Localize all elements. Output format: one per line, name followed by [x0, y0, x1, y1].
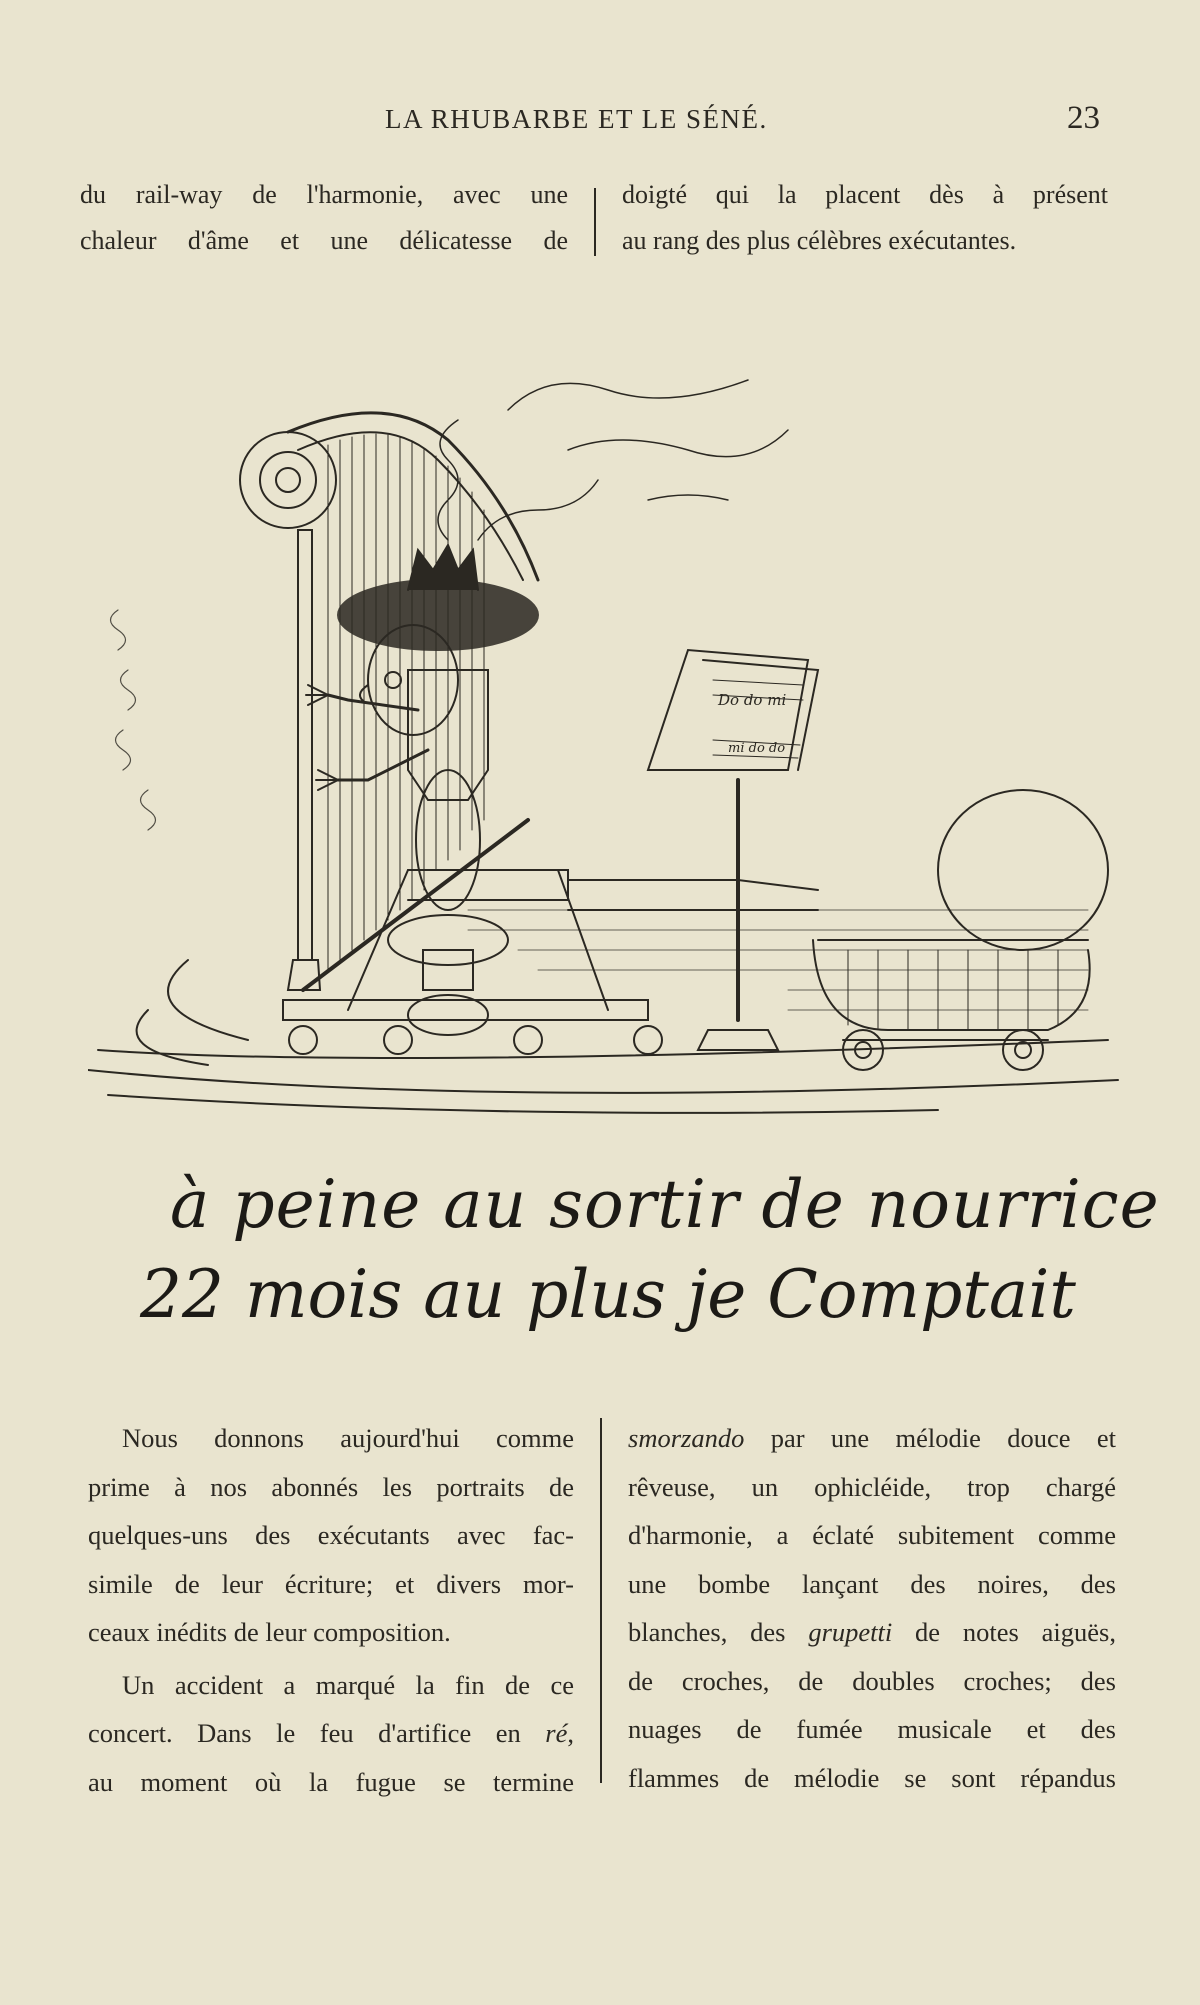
text-line: d'harmonie, a éclaté subitement comme	[628, 1520, 1116, 1550]
italic-word: smorzando	[628, 1423, 745, 1453]
sheet-music-notes-2: mi do do	[728, 741, 786, 756]
text-fragment: blanches, des	[628, 1617, 809, 1647]
italic-word: grupetti	[808, 1617, 893, 1647]
sheet-music-notes-1: Do do mi	[718, 691, 787, 709]
bottom-right-column	[628, 1414, 1116, 1802]
text-line: au moment où la fugue se termine	[88, 1766, 574, 1797]
handwritten-caption	[140, 1160, 1160, 1350]
text-fragment: ,	[567, 1718, 574, 1748]
text-line	[88, 1709, 574, 1758]
text-line: au rang des plus célèbres exécutantes.	[622, 226, 1017, 255]
text-fragment: de notes aiguës,	[892, 1617, 1116, 1647]
page-number: 23	[1067, 100, 1100, 136]
text-line	[628, 1608, 1116, 1657]
column-divider	[600, 1418, 602, 1783]
text-fragment: par une mélodie douce et	[744, 1423, 1116, 1453]
text-line: prime à nos abonnés les portraits de	[88, 1471, 574, 1502]
text-line: quelques-uns des exécutants avec fac-	[88, 1520, 574, 1550]
text-line: une bombe lançant des noires, des	[628, 1568, 1116, 1599]
text-line: chaleur d'âme et une délicatesse de	[80, 226, 568, 255]
italic-word: ré	[545, 1718, 568, 1748]
text-line: Un accident a marqué la fin de ce	[122, 1669, 574, 1700]
text-line: simile de leur écriture; et divers mor-	[88, 1568, 574, 1599]
column-divider	[594, 188, 596, 256]
text-line: nuages de fumée musicale et des	[628, 1714, 1116, 1744]
caption-line-1: à peine au sortir de nourrice	[170, 1166, 1160, 1243]
text-fragment: concert. Dans le feu d'artifice en	[88, 1718, 546, 1748]
engraving-illustration	[88, 350, 1128, 1130]
text-line: flammes de mélodie se sont répandus	[628, 1762, 1116, 1793]
running-title: LA RHUBARBE ET LE SÉNÉ.	[385, 104, 768, 134]
top-left-column	[80, 172, 568, 264]
bottom-left-column	[88, 1414, 574, 1806]
text-line: Nous donnons aujourd'hui comme	[122, 1423, 574, 1453]
top-right-column	[622, 172, 1108, 264]
text-line: ceaux inédits de leur composition.	[88, 1617, 451, 1647]
text-line: doigté qui la placent dès à présent	[622, 180, 1108, 209]
caption-line-2: 22 mois au plus je Comptait	[140, 1256, 1076, 1333]
text-line: de croches, de doubles croches; des	[628, 1665, 1116, 1696]
running-head	[0, 100, 1200, 144]
text-line: du rail-way de l'harmonie, avec une	[80, 180, 568, 209]
text-line: rêveuse, un ophicléide, trop chargé	[628, 1471, 1116, 1502]
text-line	[628, 1414, 1116, 1463]
